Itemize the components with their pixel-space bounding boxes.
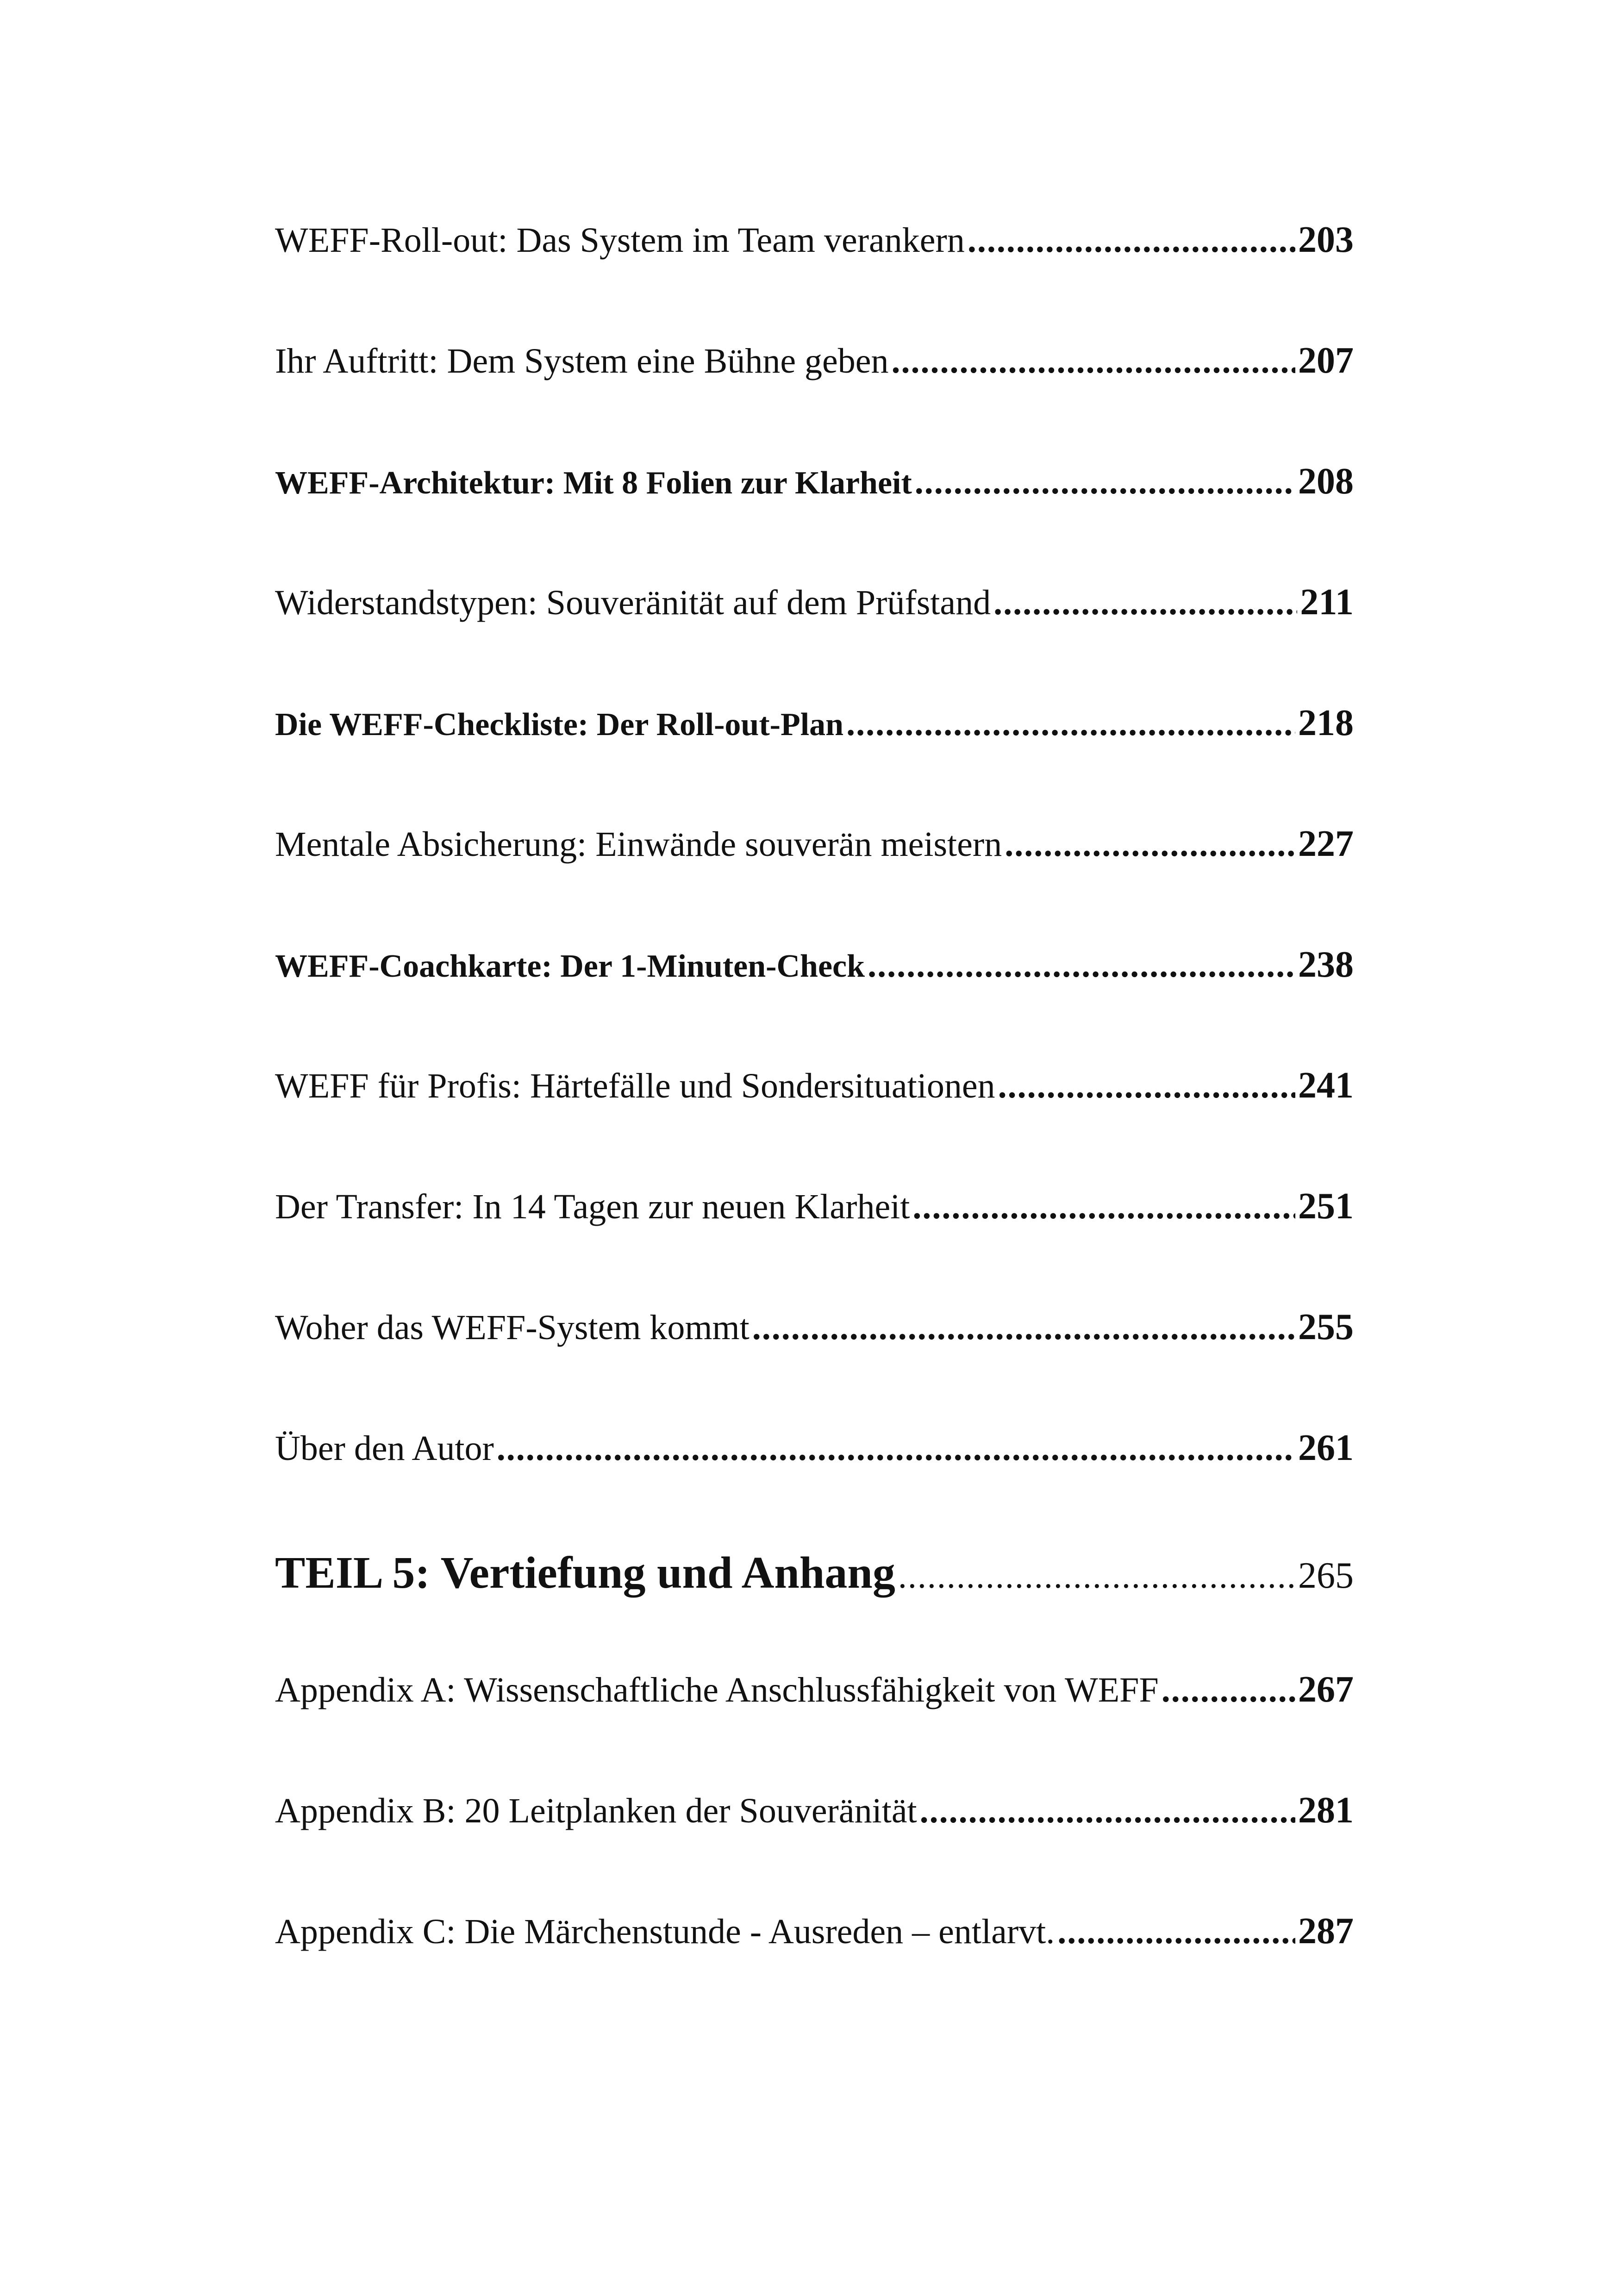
- toc-entry[interactable]: [275, 1671, 1354, 1792]
- dot-leader: [912, 1189, 1295, 1224]
- toc-entry-page-number: 203: [1298, 219, 1354, 260]
- toc-entry-page-number: 287: [1298, 1911, 1354, 1952]
- dot-leader: [898, 1559, 1295, 1594]
- toc-entry-page-number: 218: [1298, 703, 1354, 743]
- toc-entry-page-number: 211: [1300, 582, 1354, 623]
- toc-entry-title: WEFF für Profis: Härtefälle und Sondersituationen: [275, 1066, 995, 1105]
- toc-entry-page-number: 227: [1298, 823, 1354, 864]
- toc-part-heading[interactable]: [275, 1550, 1354, 1671]
- toc-entry[interactable]: [275, 1913, 1354, 2033]
- toc-entry[interactable]: [275, 463, 1354, 584]
- toc-entry-title: Appendix A: Wissenschaftliche Anschlussfähigkeit von WEFF: [275, 1671, 1159, 1709]
- toc-entry-title: Widerstandstypen: Souveränität auf dem Prüfstand: [275, 583, 991, 622]
- toc-part-title: TEIL 5: Vertiefung und Anhang: [275, 1548, 895, 1598]
- dot-leader: [752, 1310, 1295, 1345]
- toc-entry-title: WEFF-Architektur: Mit 8 Folien zur Klarheit: [275, 465, 912, 501]
- toc-entry-page-number: 208: [1298, 461, 1354, 502]
- toc-entry-title: Appendix C: Die Märchenstunde - Ausreden – entlarvt.: [275, 1912, 1055, 1951]
- toc-entry-page-number: 267: [1298, 1669, 1354, 1710]
- toc-entry-page-number: 255: [1298, 1307, 1354, 1347]
- toc-entry[interactable]: [275, 1429, 1354, 1550]
- dot-leader: [1162, 1672, 1295, 1708]
- toc-entry-title: Woher das WEFF-System kommt: [275, 1308, 750, 1347]
- dot-leader: [497, 1431, 1295, 1466]
- toc-entry-title: WEFF-Coachkarte: Der 1-Minuten-Check: [275, 948, 865, 984]
- toc-entry-page-number: 251: [1298, 1186, 1354, 1227]
- dot-leader: [968, 223, 1295, 258]
- toc-entry[interactable]: [275, 1188, 1354, 1309]
- toc-entry-page-number: 281: [1298, 1790, 1354, 1831]
- toc-entry-page-number: 238: [1298, 944, 1354, 985]
- dot-leader: [915, 464, 1295, 499]
- toc-entry[interactable]: [275, 584, 1354, 705]
- toc-entry-title: Der Transfer: In 14 Tagen zur neuen Klarheit: [275, 1187, 910, 1226]
- toc-entry[interactable]: [275, 221, 1354, 342]
- toc-entry-page-number: 207: [1298, 340, 1354, 381]
- toc-entry[interactable]: [275, 342, 1354, 463]
- toc-entry-title: Über den Autor: [275, 1429, 494, 1468]
- toc-entry[interactable]: [275, 1067, 1354, 1188]
- dot-leader: [846, 706, 1295, 741]
- dot-leader: [892, 343, 1295, 379]
- dot-leader: [993, 585, 1297, 620]
- toc-entry[interactable]: [275, 946, 1354, 1067]
- dot-leader: [1057, 1914, 1295, 1949]
- toc-entry[interactable]: [275, 705, 1354, 825]
- table-of-contents: [275, 221, 1354, 2033]
- toc-entry-page-number: 265: [1298, 1555, 1354, 1596]
- toc-entry[interactable]: [275, 1792, 1354, 1913]
- toc-entry[interactable]: [275, 1309, 1354, 1429]
- toc-entry-title: WEFF-Roll-out: Das System im Team verankern: [275, 221, 965, 260]
- dot-leader: [998, 1068, 1295, 1104]
- toc-entry-title: Appendix B: 20 Leitplanken der Souveränität: [275, 1791, 917, 1830]
- toc-entry-page-number: 241: [1298, 1065, 1354, 1106]
- dot-leader: [920, 1793, 1295, 1828]
- toc-entry-title: Mentale Absicherung: Einwände souverän meistern: [275, 825, 1002, 864]
- toc-entry-title: Die WEFF-Checkliste: Der Roll-out-Plan: [275, 707, 844, 742]
- dot-leader: [868, 948, 1295, 983]
- dot-leader: [1005, 827, 1295, 862]
- toc-entry[interactable]: [275, 825, 1354, 946]
- toc-entry-title: Ihr Auftritt: Dem System eine Bühne geben: [275, 342, 889, 380]
- toc-entry-page-number: 261: [1298, 1428, 1354, 1468]
